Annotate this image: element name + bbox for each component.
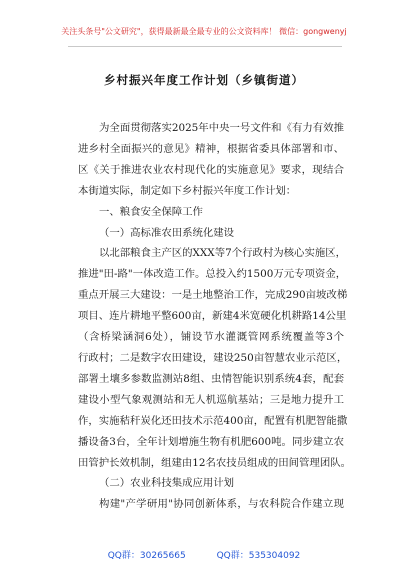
paragraph-line: 进乡村全面振兴的意见》精神，根据省委具体部署和市、 (78, 142, 344, 155)
qq-group-2: QQ群：535304092 (216, 551, 301, 561)
footer-qq-groups (0, 548, 408, 561)
qq-group-1: QQ群：30265665 (107, 551, 186, 561)
header-divider (68, 46, 342, 47)
paragraph-line: 田管护长效机制，组建由12名农技员组成的田间管理团队。 (78, 456, 351, 469)
paragraph-line: 播设备3台，全年计划增施生物有机肥600吨。同步建立农 (78, 435, 344, 448)
paragraph-line: 项目、连片耕地平整600亩，新建4米宽硬化机耕路14公里 (78, 310, 347, 323)
document-title: 乡村振兴年度工作计划（乡镇街道） (104, 73, 304, 87)
paragraph-line: 构建"产学研用"协同创新体系，与农科院合作建立现 (99, 498, 344, 511)
document-body (78, 118, 351, 515)
paragraph-line: 区《关于推进农业农村现代化的实施意见》要求，现结合 (78, 163, 344, 176)
paragraph-line: 部署土壤多参数监测站8组、虫情智能识别系统4套，配套 (78, 372, 344, 385)
subsection-heading: （二）农业科技集成应用计划 (99, 477, 235, 490)
header-banner: 关注头条号"公文研究"，获得最新最全最专业的公文资料库！ 微信：gongwenyj (61, 27, 347, 36)
paragraph-line: 为全面贯彻落实2025年中央一号文件和《有力有效推 (99, 122, 344, 134)
paragraph-line: 本街道实际，制定如下乡村振兴年度工作计划： (78, 184, 297, 197)
paragraph-line: （含桥梁涵洞6处），铺设节水灌溉管网系统覆盖等3个 (78, 331, 344, 344)
paragraph-line: 重点开展三大建设：一是土地整治工作，完成290亩坡改梯 (78, 289, 348, 302)
paragraph-line: 推进"田-路"一体改造工作。总投入约1500万元专项资金， (78, 268, 347, 281)
paragraph-line: 以北部粮食主产区的XXX等7个行政村为核心实施区， (99, 247, 347, 260)
paragraph-line: 行政村；二是数字农田建设，建设250亩智慧农业示范区， (78, 351, 348, 364)
section-heading: 一、粮食安全保障工作 (99, 205, 203, 218)
subsection-heading: （一）高标准农田系统化建设 (99, 226, 235, 239)
paragraph-line: 建设小型气象观测站和无人机巡航基站；三是地力提升工 (78, 393, 344, 406)
paragraph-line: 作，实施秸秆炭化还田技术示范400亩，配置有机肥智能撒 (78, 414, 348, 427)
